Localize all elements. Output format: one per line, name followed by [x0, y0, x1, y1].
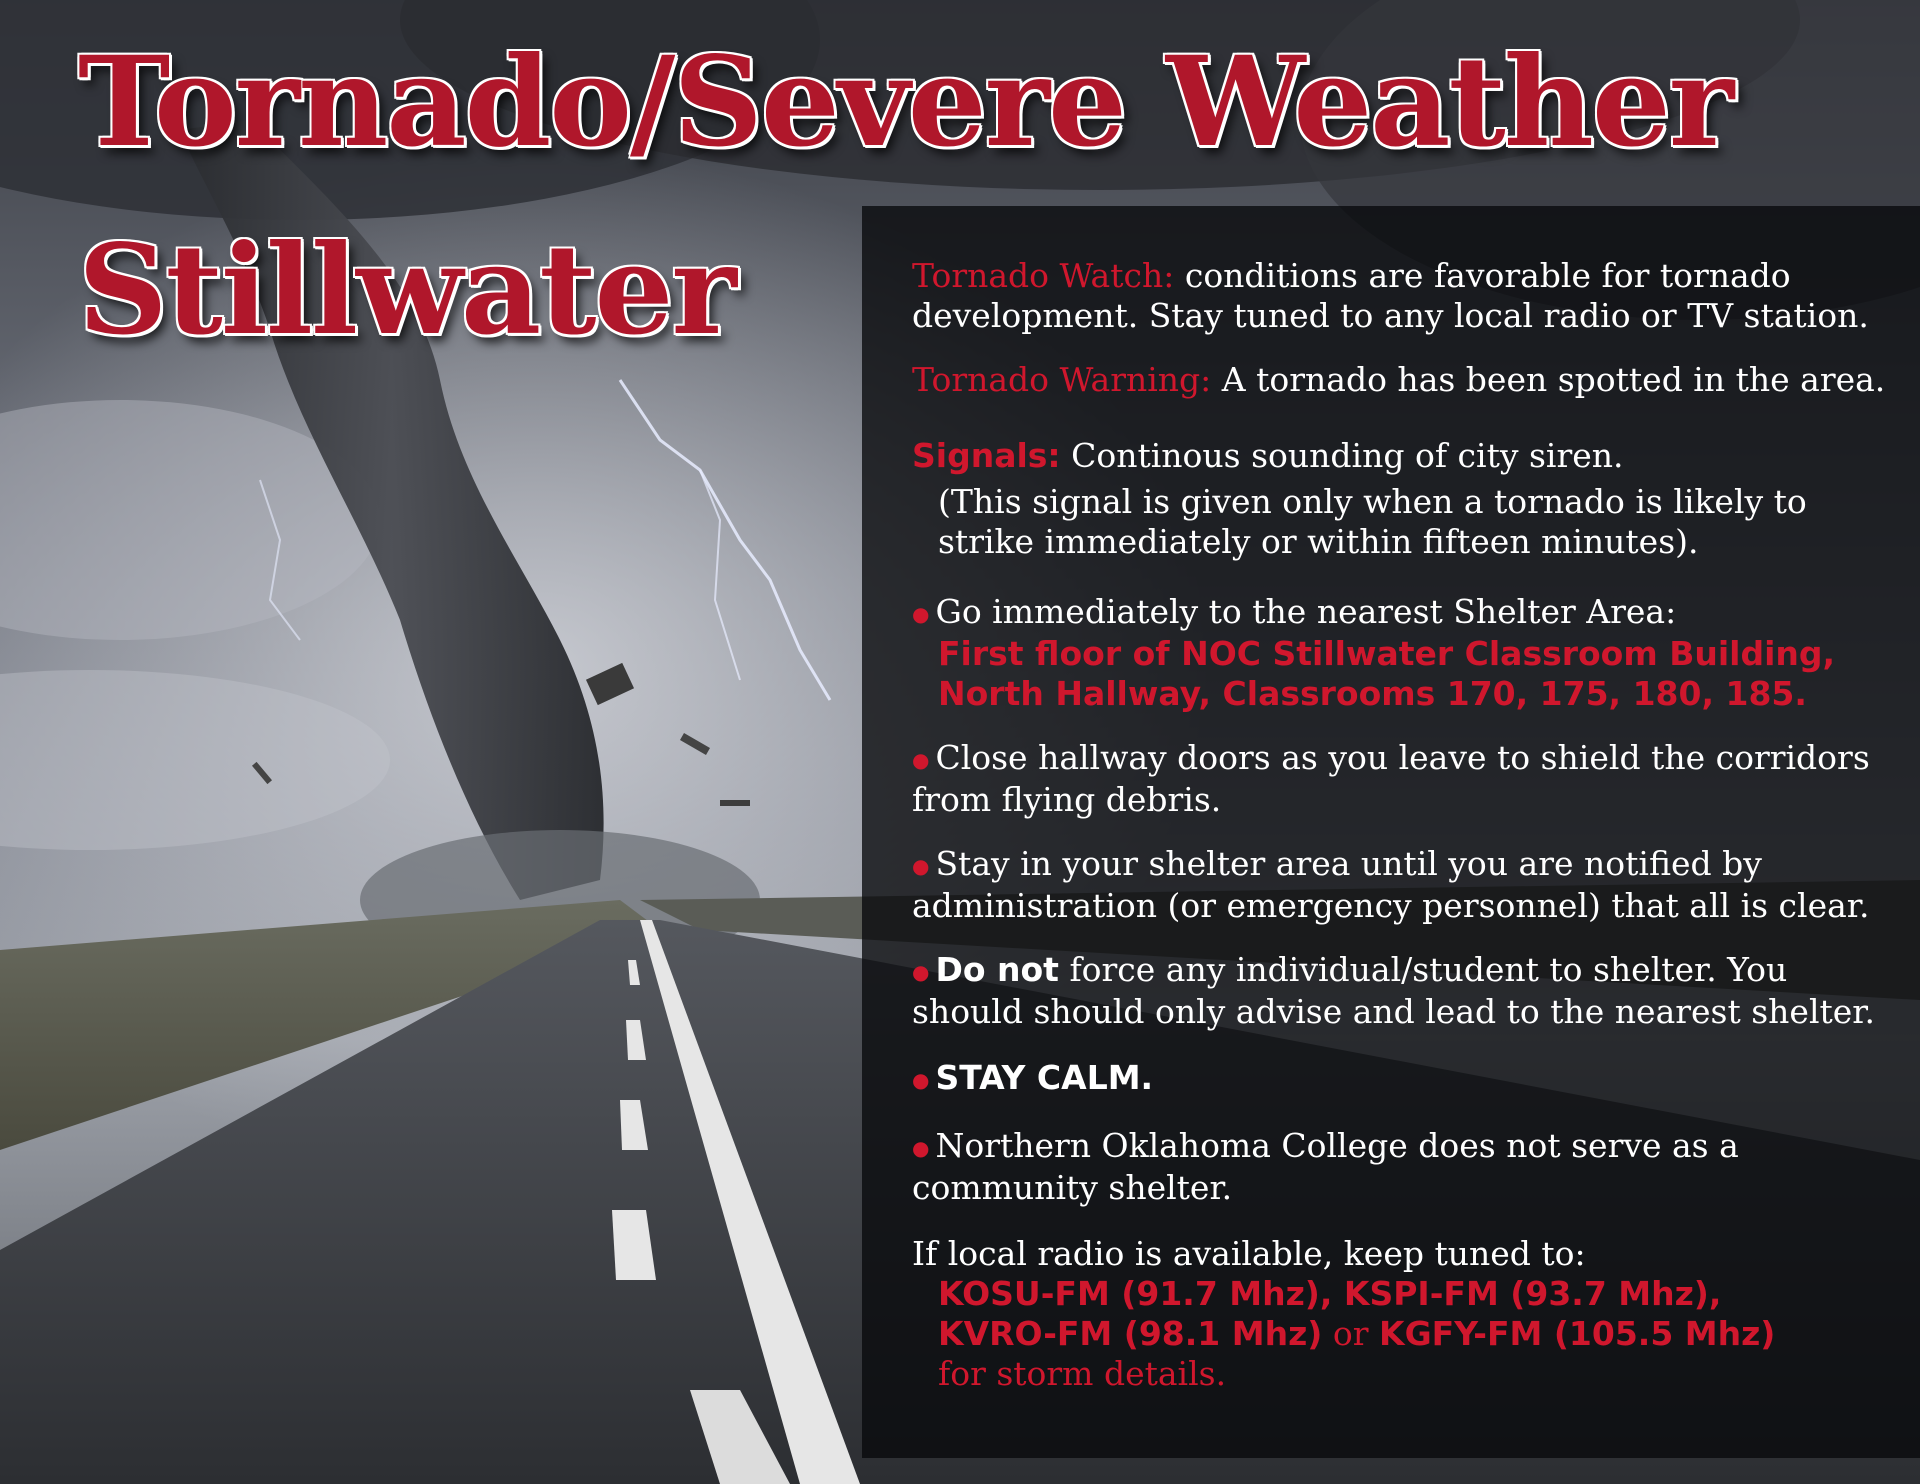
signals-note: (This signal is given only when a tornado is likely to strike immediately or within fifteen minutes). [938, 482, 1807, 561]
tornado-warning-paragraph [912, 360, 1902, 400]
tornado-warning-text: A tornado has been spotted in the area. [1211, 360, 1886, 399]
title-line-2: Stillwater [78, 218, 735, 363]
bullet-force [912, 950, 1902, 1032]
stay-calm-text: STAY CALM. [935, 1058, 1154, 1097]
signals-text: Continous sounding of city siren. [1060, 436, 1624, 475]
bullet-icon: ● [912, 1068, 930, 1092]
bullet-icon: ● [912, 602, 930, 626]
tornado-warning-label: Tornado Warning: [912, 360, 1212, 399]
bullet-icon: ● [912, 854, 930, 878]
bullet-shelter [912, 592, 1902, 714]
stay-text: Stay in your shelter area until you are notified by administration (or emergency personnel) that all is clear. [912, 844, 1870, 925]
bullet-icon: ● [912, 960, 930, 984]
shelter-text: Go immediately to the nearest Shelter Area: [935, 592, 1677, 631]
radio-outro: for storm details. [938, 1354, 1227, 1393]
tornado-watch-paragraph [912, 256, 1902, 336]
shelter-location: First floor of NOC Stillwater Classroom Building, North Hallway, Classrooms 170, 175, 180, 185. [938, 634, 1836, 713]
force-text: force any individual/student to shelter. You should should only advise and lead to the nearest shelter. [912, 950, 1875, 1031]
bullet-community [912, 1126, 1902, 1208]
signals-paragraph [912, 436, 1902, 562]
radio-stations-or: or [1322, 1314, 1379, 1353]
bullet-doors [912, 738, 1902, 820]
title-line-1: Tornado/Severe Weather [78, 30, 1733, 175]
radio-stations-kgfy: KGFY-FM (105.5 Mhz) [1379, 1314, 1776, 1353]
community-text: Northern Oklahoma College does not serve as a community shelter. [912, 1126, 1739, 1207]
radio-intro: If local radio is available, keep tuned to: [912, 1234, 1586, 1273]
tornado-watch-label: Tornado Watch: [912, 256, 1175, 295]
bullet-calm [912, 1058, 1902, 1100]
do-not-emphasis: Do not [935, 950, 1059, 989]
doors-text: Close hallway doors as you leave to shield the corridors from flying debris. [912, 738, 1870, 819]
radio-paragraph [912, 1234, 1902, 1394]
radio-stations-kvro: KVRO-FM (98.1 Mhz) [938, 1314, 1323, 1353]
radio-stations-line1: KOSU-FM (91.7 Mhz), KSPI-FM (93.7 Mhz), [938, 1274, 1722, 1313]
bullet-stay [912, 844, 1902, 926]
bullet-icon: ● [912, 1136, 930, 1160]
bullet-icon: ● [912, 748, 930, 772]
signals-label: Signals: [912, 436, 1061, 475]
tornado-watch-text: conditions are favorable for tornado development. Stay tuned to any local radio or TV station. [912, 256, 1869, 335]
